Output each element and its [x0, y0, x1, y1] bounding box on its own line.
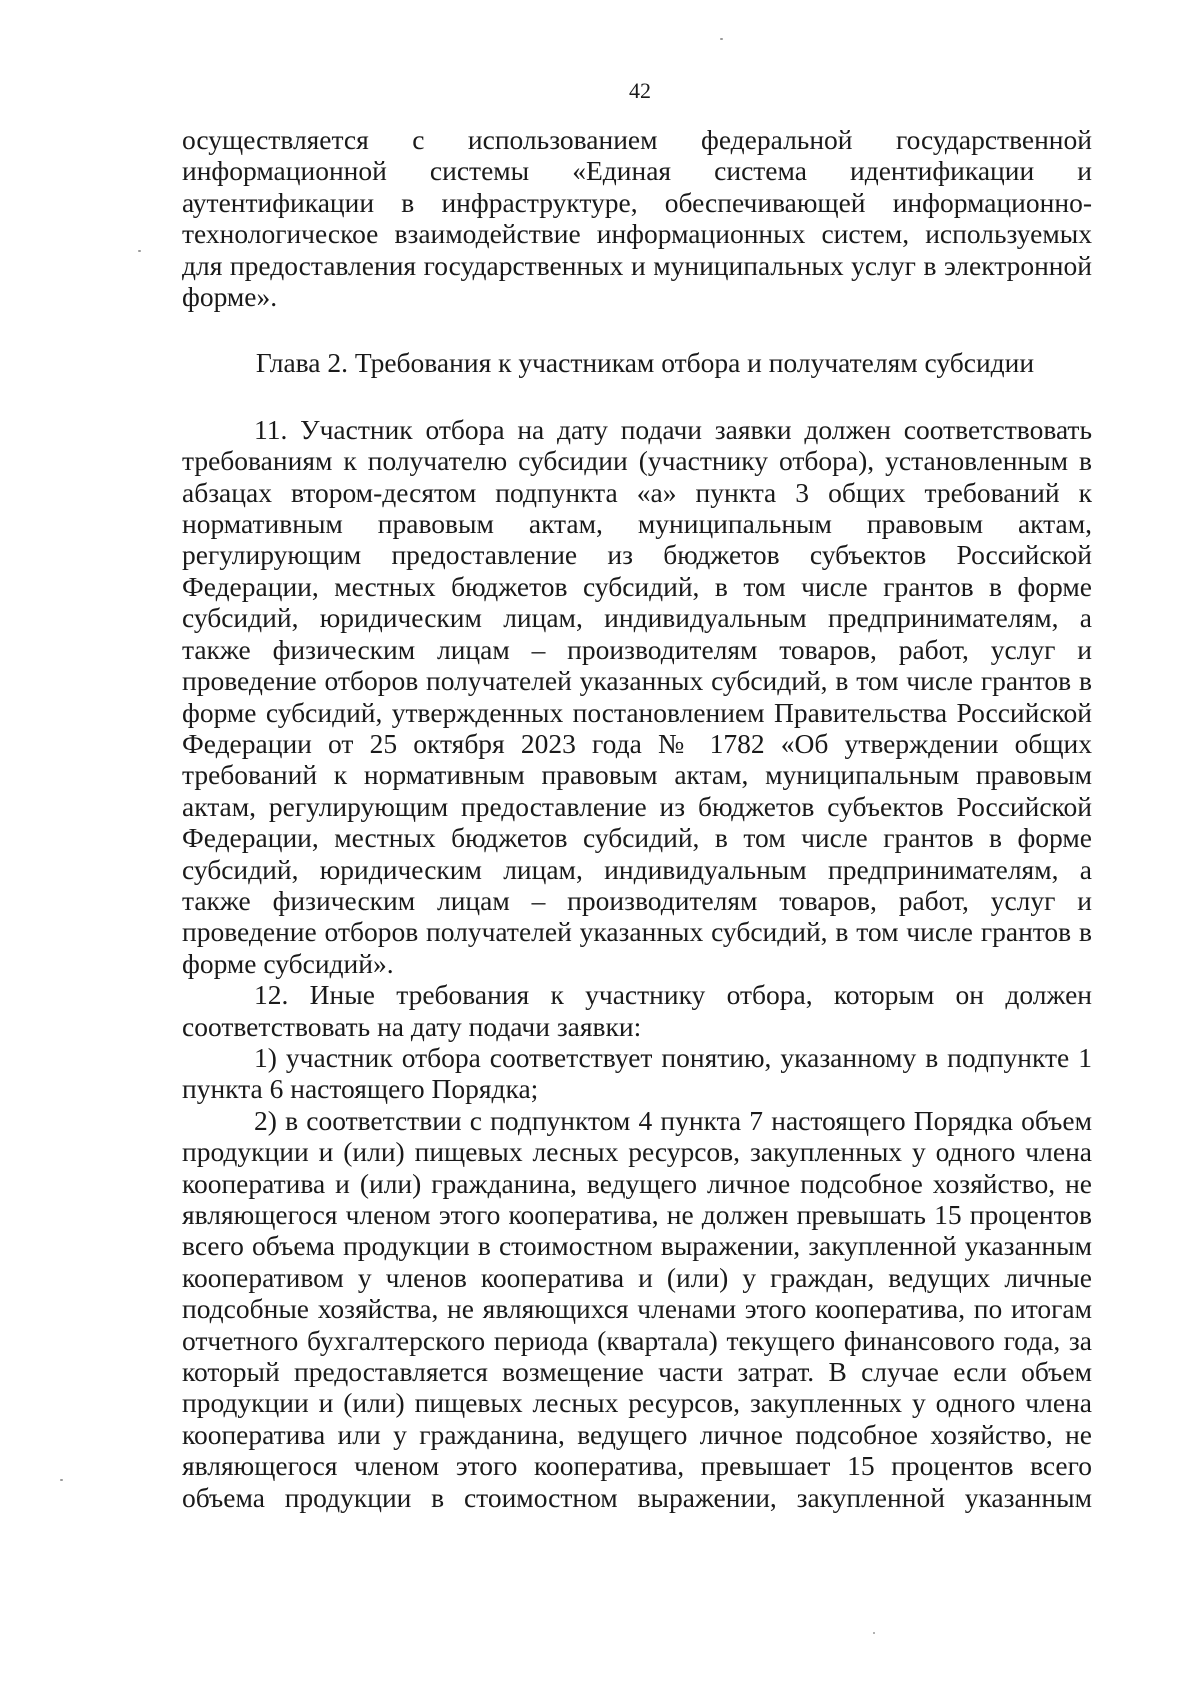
- paragraph-12: 12. Иные требования к участнику отбора, которым он должен соответствовать на дату подачи заявки:: [182, 979, 1092, 1042]
- paragraph-12-item-1: 1) участник отбора соответствует понятию, указанному в подпункте 1 пункта 6 настоящего Порядка;: [182, 1041, 1092, 1105]
- scan-speck: [60, 1479, 63, 1481]
- scan-speck: [873, 1632, 875, 1634]
- paragraph-11: 11. Участник отбора на дату подачи заявки должен соответствовать требованиям к получателю субсидии (участнику отбора), установленным в абзацах втором-десятом подпункта «а» пункта 3 общих требований к нормативным правовым актам, муниципальным правовым актам, регулирующим предоставление из бюджетов субъектов Российской Федерации, местных бюджетов субсидий, в том числе грантов в форме субсидий, юридическим лицам, индивидуальным предпринимателям, а также физическим лицам – производителям товаров, работ, услуг и проведение отборов получателей указанных субсидий, в том числе грантов в форме субсидий, утвержденных постановлением Правительства Российской Федерации от 25 октября 2023 года № 1782 «Об утверждении общих требований к нормативным правовым актам, муниципальным правовым актам, регулирующим предоставление из бюджетов субъектов Российской Федерации, местных бюджетов субсидий, в том числе грантов в форме субсидий, юридическим лицам, индивидуальным предпринимателям, а также физическим лицам – производителям товаров, работ, услуг и проведение отборов получателей указанных субсидий, в том числе грантов в форме субсидий».: [182, 413, 1092, 979]
- paragraph-continuation: осуществляется с использованием федеральной государственной информационной системы «Единая система идентификации и аутентификации в инфраструктуре, обеспечивающей информационно-технологическое взаимодействие информационных систем, используемых для предоставления государственных и муниципальных услуг в электронной форме».: [182, 124, 1092, 313]
- scan-speck: [138, 250, 141, 252]
- scan-speck: [720, 38, 723, 40]
- page-number: 42: [629, 78, 651, 103]
- document-body: [182, 124, 1092, 1513]
- chapter-heading: Глава 2. Требования к участникам отбора и получателям субсидии: [255, 347, 1035, 379]
- paragraph-12-item-2: 2) в соответствии с подпунктом 4 пункта 7 настоящего Порядка объем продукции и (или) пищевых лесных ресурсов, закупленных у одного члена кооператива и (или) гражданина, ведущего личное подсобное хозяйство, не являющегося членом этого кооператива, не должен превышать 15 процентов всего объема продукции в стоимостном выражении, закупленной указанным кооперативом у членов кооператива и (или) у граждан, ведущих личные подсобные хозяйства, не являющихся членами этого кооператива, по итогам отчетного бухгалтерского периода (квартала) текущего финансового года, за который предоставляется возмещение части затрат. В случае если объем продукции и (или) пищевых лесных ресурсов, закупленных у одного члена кооператива или у гражданина, ведущего личное подсобное хозяйство, не являющегося членом этого кооператива, превышает 15 процентов всего объема продукции в стоимостном выражении, закупленной указанным: [182, 1104, 1092, 1513]
